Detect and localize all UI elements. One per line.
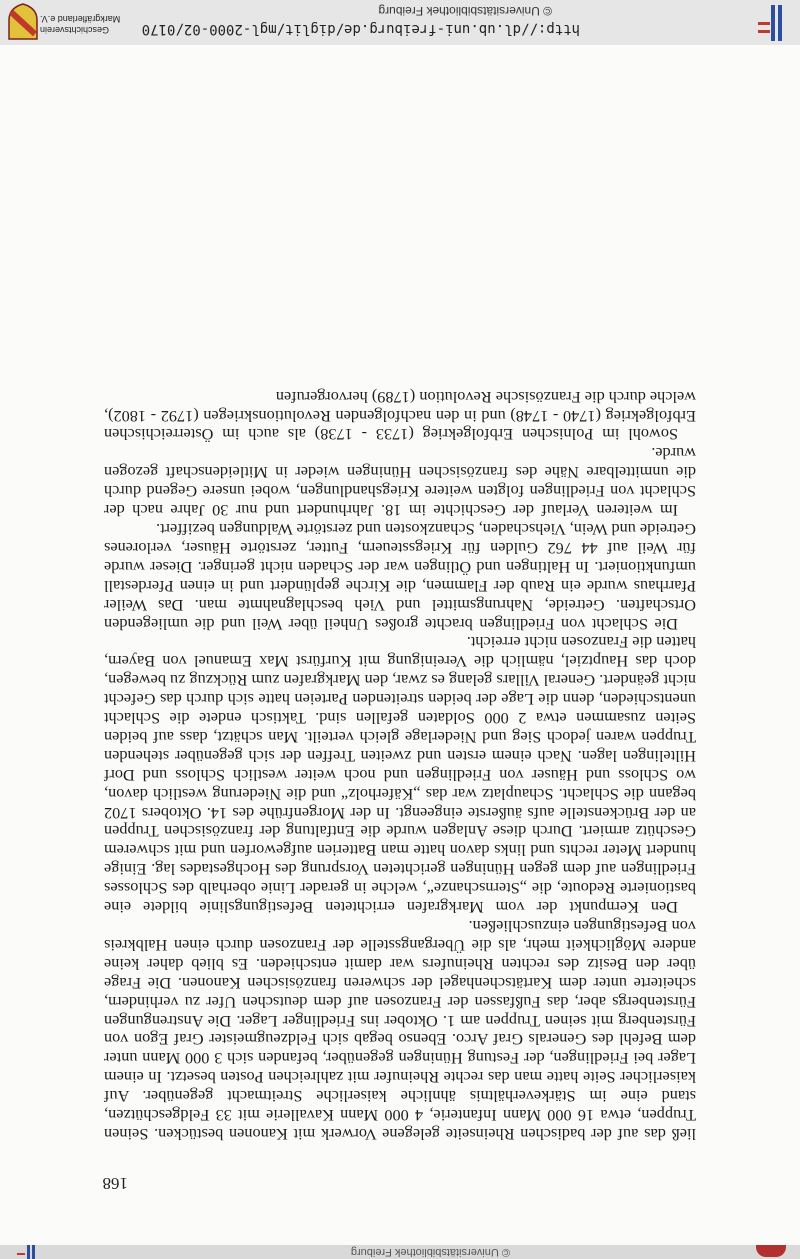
body-text — [104, 387, 696, 1143]
ub-logo-icon — [14, 1245, 44, 1259]
paragraph: Im weiteren Verlauf der Geschichte im 18. Jahrhundert und nur 30 Jahre nach der Schlacht von Friedlingen folgten weitere Kriegshandlungen, wobei unsere Gegend durch die unmittelbare Nähe des französischen Hüningen wieder in Mitleidenschaft gezogen wurde. — [104, 444, 696, 521]
crest-icon — [756, 1245, 786, 1257]
publisher-line: Geschichtsverein — [40, 25, 110, 35]
paragraph: ließ das auf der badischen Rheinseite gelegene Vorwerk mit Kanonen bestücken. Seinen Truppen, etwa 16 000 Mann Infanterie, 4 000 Mann Kavallerie mit 33 Feldgeschützen, stand eine im Stärkeverhältnis ähnliche kaiserliche Streitmacht gegenüber. Auf kaiserlicher Seite hatte man das rechte Rheinufer mit zahlreichen Posten besetzt. In einem Lager bei Friedlingen, der Festung Hüningen gegenüber, befanden sich 3 000 Mann unter dem Befehl des Generals Graf Arco. Ebenso begab sich Feldzeugmeister Graf Egon von Fürstenberg mit seinen Truppen am 1. Oktober ins Friedlinger Lager. Die Anstrengungen Fürstenbergs aber, das Fußfassen der Franzosen auf dem deutschen Ufer zu verhindern, scheiterte unter dem Kartätschenhagel der schweren französischen Kanonen. Die Frage über den Besitz des rechten Rheinufers war damit entschieden. Es blieb daher keine andere Möglichkeit mehr, als die Übergangsstelle der Franzosen durch einen Halbkreis von Befestigungen einzuschließen. — [104, 917, 696, 1144]
permalink-link[interactable]: http://dl.ub.uni-freiburg.de/diglit/mgl-2000-02/0170 — [141, 21, 580, 37]
paragraph: Sowohl im Polnischen Erbfolgekrieg (1733 - 1738) als auch im Österreichischen Erbfolgekrieg (1740 - 1748) und in den nachfolgenden Revolutionskriegen (1792 - 1802), welche durch die Französische Revolution (1789) hervorgerufen — [104, 387, 696, 445]
paragraph: Den Kernpunkt der vom Markgrafen errichteten Befestigungslinie bildete eine bastionierte Redoute, die „Sternschanze“, welche in gerader Linie oberhalb des Schlosses Friedlingen auf dem gegen Hüningen gerichteten Vorsprung des Hochgestades lag. Einige hundert Meter rechts und links davon hatte man Batterien aufgeworfen und mit schwerem Geschütz armiert. Durch diese Anlagen wurde die Entfaltung der französischen Truppen an der Brückenstelle aufs äußerste eingeengt. In der Morgenfrühe des 14. Oktobers 1702 begann die Schlacht. Schauplatz war das „Käferholz“ und die Niederung westlich davon, wo Schloss und Häuser von Friedlingen und noch weiter westlich Schloss und Dorf Hiltelingen lagen. Nach einem ersten und zweiten Treffen der sich gegenüber stehenden Truppen waren jedoch Sieg und Niederlage gleich verteilt. Man schätzt, dass auf beiden Seiten zusammen etwa 2 000 Soldaten gefallen sind. Taktisch endete die Schlacht unentschieden, denn die Lage der beiden streitenden Parteien hatte sich durch das Gefecht nicht geändert. General Villars gelang es zwar, den Markgrafen zum Rückzug zu bewegen, doch das Hauptziel, nämlich die Vereinigung mit Kurfürst Max Emanuel von Bayern, hatten die Franzosen nicht erreicht. — [104, 633, 696, 918]
header-strip — [0, 1245, 800, 1259]
publisher-line: Markgräflerland e.V. — [40, 14, 121, 24]
ub-logo-icon — [756, 3, 790, 43]
footer-strip — [0, 0, 800, 45]
paragraph: Die Schlacht von Friedlingen brachte großes Unheil über Weil und die umliegenden Ortschaften. Getreide, Nahrungsmittel und Vieh beschlagnahmte man. Das Weiler Pfarrhaus wurde ein Raub der Flammen, die Kirche geplündert und in einen Pferdestall umfunktioniert. In Haltingen und Ötlingen war der Schaden nicht geringer. Dieser wurde für Weil auf 44 762 Gulden für Kriegssteuern, Futter, zerstörte Häuser, verlorenes Getreide und Wein, Viehschaden, Schanzkosten und zerstörte Waldungen beziffert. — [104, 520, 696, 634]
copyright-text: © Universitätsbibliothek Freiburg — [378, 4, 552, 18]
crest-icon — [6, 2, 40, 42]
header-strip-text: © Universitätsbibliothek Freiburg — [350, 1246, 510, 1258]
page-number: 168 — [102, 1174, 128, 1193]
publisher-name — [40, 13, 148, 35]
